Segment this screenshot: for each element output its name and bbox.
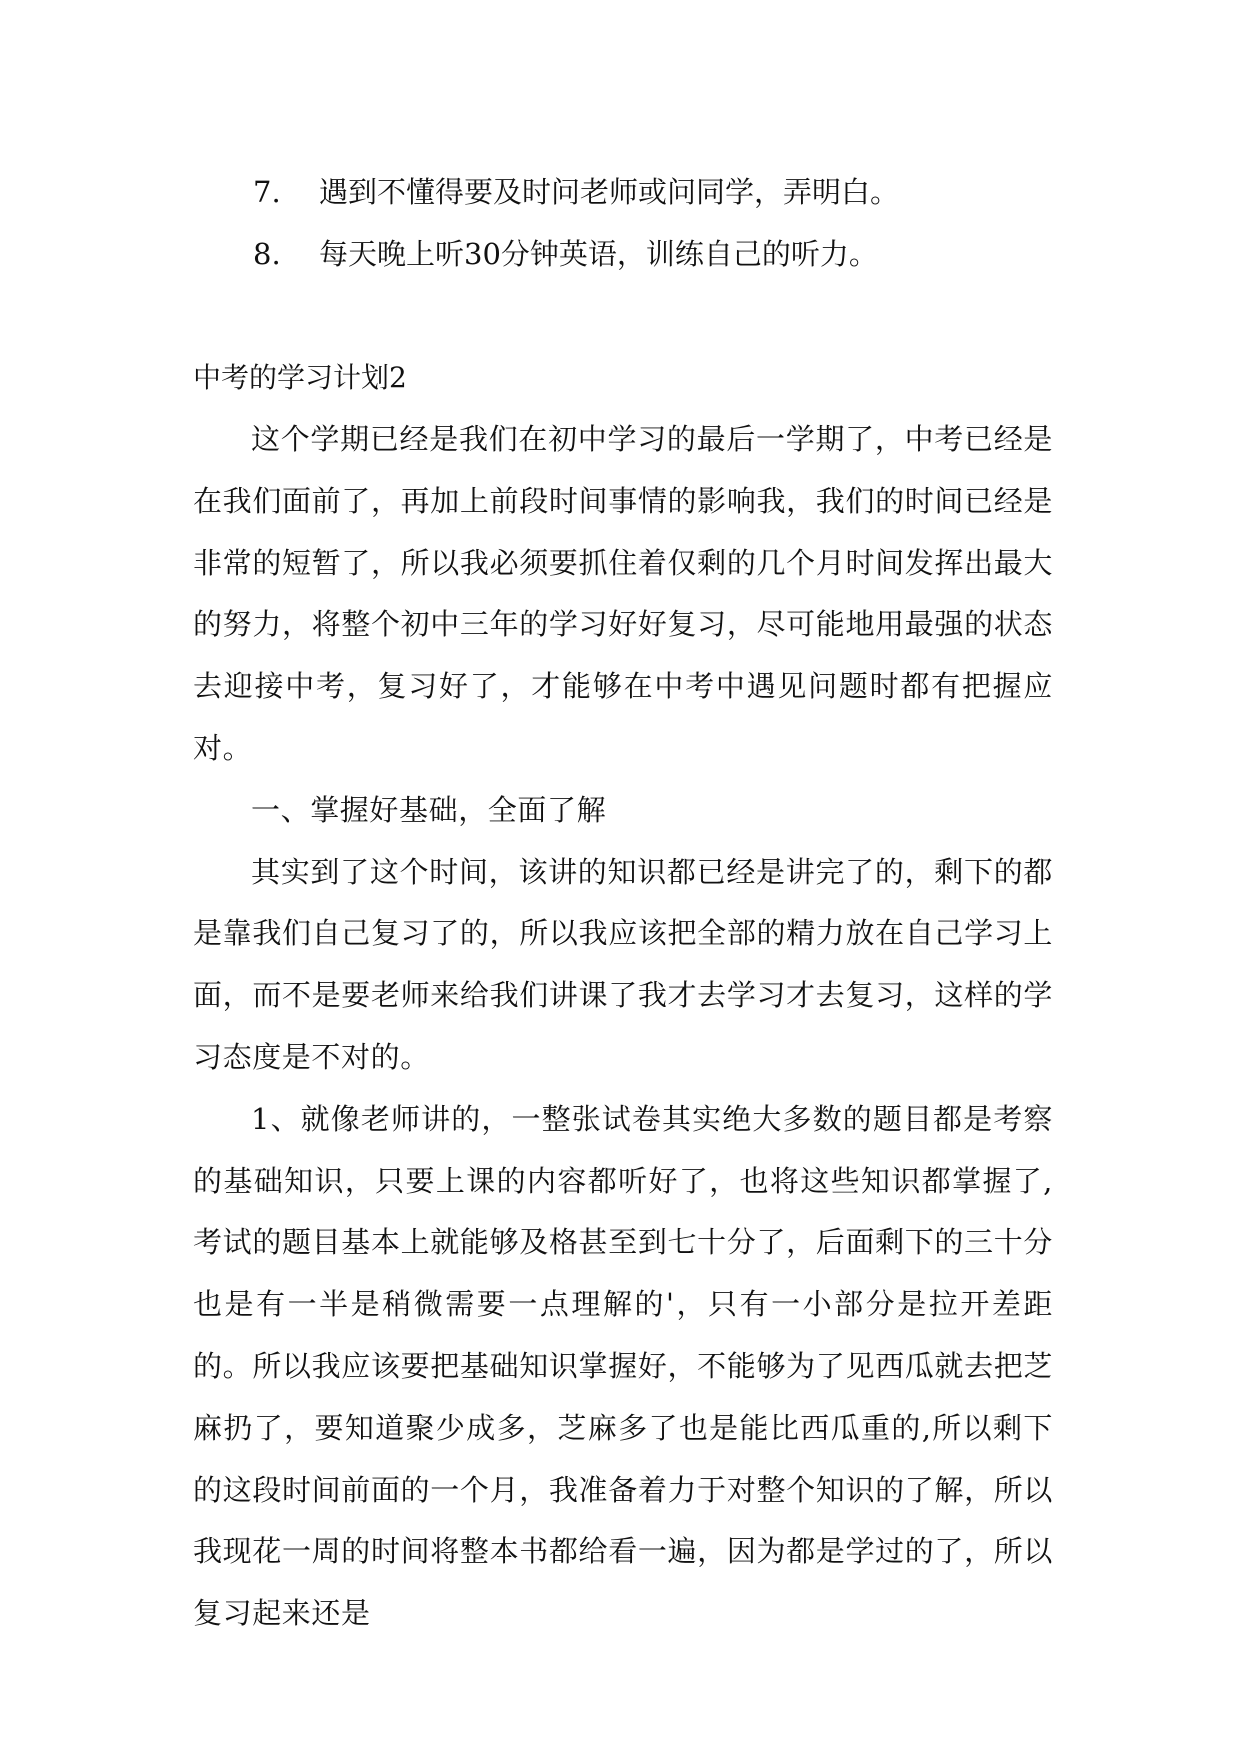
list-item-text: 每天晚上听30分钟英语，训练自己的听力。	[319, 237, 878, 271]
list-item-number: 7.	[253, 175, 281, 209]
paragraph-point-1: 1、就像老师讲的，一整张试卷其实绝大多数的题目都是考察的基础知识，只要上课的内容都听好了，也将这些知识都掌握了,考试的题目基本上就能够及格甚至到七十分了，后面剩下的三十分也是有一半是稍微需要一点理解的'，只有一小部分是拉开差距的。所以我应该要把基础知识掌握好，不能够为了见西瓜就去把芝麻扔了，要知道聚少成多，芝麻多了也是能比西瓜重的,所以剩下的这段时间前面的一个月，我准备着力于对整个知识的了解，所以我现花一周的时间将整本书都给看一遍，因为都是学过的了，所以复习起来还是	[193, 1101, 1053, 1631]
section-title: 中考的学习计划2	[193, 361, 407, 394]
list-item	[193, 161, 1053, 223]
section-heading: 一、掌握好基础，全面了解	[251, 792, 607, 827]
document-body	[193, 161, 1053, 1645]
paragraph-body: 其实到了这个时间，该讲的知识都已经是讲完了的，剩下的都是靠我们自己复习了的，所以我应该把全部的精力放在自己学习上面，而不是要老师来给我们讲课了我才去学习才去复习，这样的学习态度是不对的。	[193, 854, 1053, 1074]
list-item-text: 遇到不懂得要及时问老师或问同学，弄明白。	[319, 175, 900, 209]
list-item-number: 8.	[253, 237, 281, 271]
list-item	[193, 223, 1053, 285]
paragraph-intro: 这个学期已经是我们在初中学习的最后一学期了，中考已经是在我们面前了，再加上前段时间事情的影响我，我们的时间已经是非常的短暂了，所以我必须要抓住着仅剩的几个月时间发挥出最大的努力，将整个初中三年的学习好好复习，尽可能地用最强的状态去迎接中考，复习好了，才能够在中考中遇见问题时都有把握应对。	[193, 422, 1053, 765]
